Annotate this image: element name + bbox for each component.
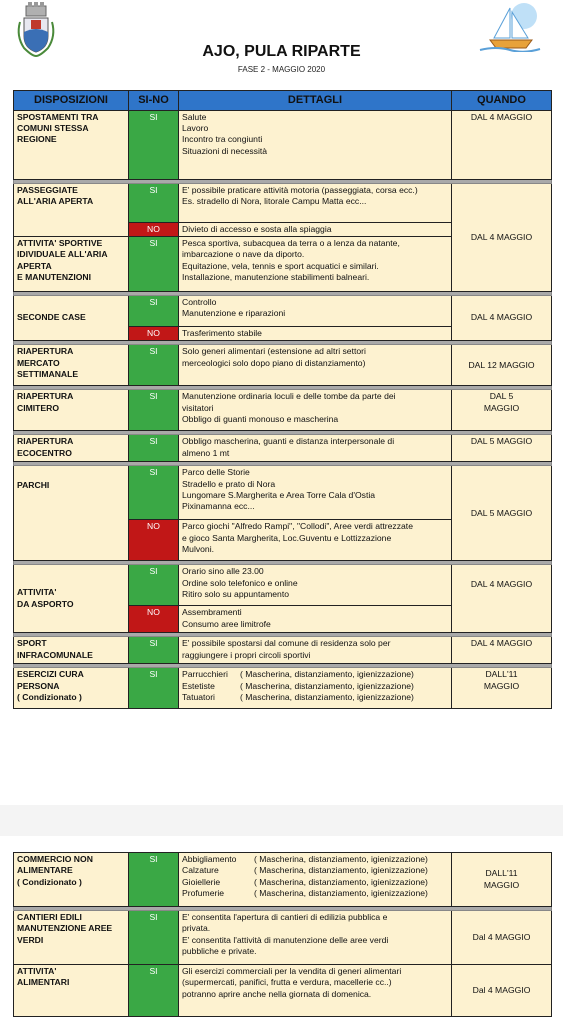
si-indicator: SI	[129, 565, 179, 606]
dettaglio-text: pubbliche e private.	[182, 946, 257, 957]
dettagli-cell	[179, 236, 452, 291]
quando-cell: DAL 4 MAGGIO	[452, 295, 552, 340]
quando-cell: Dal 4 MAGGIO	[452, 965, 552, 1017]
quando-cell	[452, 390, 552, 431]
dettaglio-text: Ritiro solo su appuntamento	[182, 588, 290, 599]
table-row-spostamenti	[14, 110, 552, 179]
dettaglio-text: Manutenzione e riparazioni	[182, 308, 286, 319]
dettaglio-text: Obbligo di guanti monouso e mascherina	[182, 413, 339, 424]
dettaglio-text: E' possibile praticare attività motoria (passeggiata, corsa ecc.)	[182, 184, 418, 195]
dettaglio-text: Lungomare S.Margherita e Area Torre Cala d'Ostia	[182, 489, 376, 500]
dettaglio-text	[182, 854, 448, 865]
disposizione-text: SPORT	[17, 638, 47, 649]
dettaglio-text: Salute	[182, 111, 207, 122]
business-type: Calzature	[182, 865, 219, 876]
disposizione-text: ( Condizionato )	[17, 876, 82, 887]
dettaglio-text: E' consentita l'attività di manutenzione delle aree verdi	[182, 934, 389, 945]
disposizione-text: PASSEGGIATE	[17, 184, 78, 195]
disposizione-cell	[14, 637, 129, 664]
quando-text: MAGGIO	[483, 680, 520, 691]
dettaglio-text: potranno aprire anche nella giornata di domenica.	[182, 988, 372, 999]
si-indicator: SI	[129, 110, 179, 179]
condition-note: ( Mascherina, distanziamento, igienizzazione)	[240, 669, 414, 680]
condition-note: ( Mascherina, distanziamento, igienizzazione)	[254, 854, 428, 864]
disposizione-text: SETTIMANALE	[17, 368, 79, 379]
dettaglio-text: Parco delle Storie	[182, 467, 250, 478]
dettagli-cell	[179, 183, 452, 222]
business-type: Profumerie	[182, 888, 225, 899]
disposizione-cell	[14, 236, 129, 291]
quando-cell: DAL 4 MAGGIO	[452, 110, 552, 179]
dettagli-cell	[179, 565, 452, 606]
column-header-si-no: SI-NO	[129, 91, 179, 111]
quando-cell: DAL 4 MAGGIO	[452, 183, 552, 291]
disposizione-text: MANUTENZIONE AREE	[17, 923, 113, 934]
dettagli-cell	[179, 637, 452, 664]
dettaglio-text: merceologici solo dopo piano di distanziamento)	[182, 357, 366, 368]
dettaglio-text: Pixinamanna ecc...	[182, 501, 255, 512]
dettaglio-text: privata.	[182, 923, 211, 934]
dettaglio-text	[182, 692, 448, 703]
table-row-cantieri	[14, 911, 552, 965]
condition-note: ( Mascherina, distanziamento, igienizzazione)	[240, 680, 414, 691]
dettagli-cell	[179, 345, 452, 386]
table-row-commercio	[14, 853, 552, 907]
column-header-quando: QUANDO	[452, 91, 552, 111]
document-page-2	[0, 836, 563, 1024]
si-indicator: SI	[129, 853, 179, 907]
ordinance-table	[13, 90, 552, 709]
dettagli-cell	[179, 853, 452, 907]
dettaglio-text: imbarcazione o nave da diporto.	[182, 249, 305, 260]
disposizione-text: SPOSTAMENTI TRA	[17, 111, 99, 122]
quando-cell: DAL 5 MAGGIO	[452, 466, 552, 561]
table-row-mercato	[14, 345, 552, 386]
disposizione-cell	[14, 965, 129, 1017]
no-indicator: NO	[129, 606, 179, 633]
disposizione-cell	[14, 110, 129, 179]
dettaglio-text: Parco giochi "Alfredo Rampi", "Collodi", Aree verdi attrezzate	[182, 521, 413, 532]
business-type: Tatuatori	[182, 691, 215, 702]
disposizione-text: REGIONE	[17, 134, 57, 145]
disposizione-text: RIAPERTURA	[17, 436, 74, 447]
dettagli-cell	[179, 110, 452, 179]
dettaglio-text: E' possibile spostarsi dal comune di residenza solo per	[182, 638, 391, 649]
disposizione-text: ALL'ARIA APERTA	[17, 195, 94, 206]
disposizione-text: ATTIVITA'	[17, 587, 57, 598]
page-subtitle: FASE 2 - MAGGIO 2020	[237, 65, 326, 74]
disposizione-text: ECOCENTRO	[17, 447, 72, 458]
disposizione-cell	[14, 435, 129, 462]
disposizione-text: DA ASPORTO	[17, 598, 74, 609]
disposizione-cell	[14, 911, 129, 965]
si-indicator: SI	[129, 466, 179, 520]
disposizione-text: RIAPERTURA	[17, 346, 74, 357]
disposizione-text: RIAPERTURA	[17, 391, 74, 402]
quando-text: MAGGIO	[483, 402, 520, 413]
dettaglio-text: Solo generi alimentari (estensione ad altri settori	[182, 346, 366, 357]
dettaglio-text: almeno 1 mt	[182, 447, 230, 458]
disposizione-cell: SECONDE CASE	[14, 295, 129, 340]
si-indicator: SI	[129, 236, 179, 291]
disposizione-text: IDIVIDUALE ALL'ARIA	[17, 249, 108, 260]
disposizione-text: VERDI	[17, 934, 44, 945]
condition-note: ( Mascherina, distanziamento, igienizzazione)	[240, 691, 414, 702]
dettaglio-text: Incontro tra congiunti	[182, 134, 263, 145]
si-indicator: SI	[129, 345, 179, 386]
dettaglio-text	[182, 888, 448, 899]
si-indicator: SI	[129, 390, 179, 431]
disposizione-text: ALIMENTARI	[17, 977, 70, 988]
dettaglio-text: Equitazione, vela, tennis e sport acquatici e similari.	[182, 260, 379, 271]
disposizione-text: E MANUTENZIONI	[17, 271, 91, 282]
column-header-dettagli: DETTAGLI	[179, 91, 452, 111]
si-indicator: SI	[129, 965, 179, 1017]
dettaglio-text: Mulvoni.	[182, 543, 214, 554]
disposizione-text: PERSONA	[17, 680, 60, 691]
dettagli-cell	[179, 965, 452, 1017]
dettaglio-text: Divieto di accesso e sosta alla spiaggia	[179, 222, 452, 236]
dettagli-cell	[179, 295, 452, 326]
dettaglio-text: Controllo	[182, 296, 217, 307]
dettaglio-text	[182, 877, 448, 888]
disposizione-text: ESERCIZI CURA	[17, 669, 84, 680]
dettaglio-text: Installazione, manutenzione stabilimenti balneari.	[182, 271, 370, 282]
quando-text: MAGGIO	[483, 879, 520, 890]
disposizione-text: ( Condizionato )	[17, 691, 82, 702]
dettagli-cell	[179, 466, 452, 520]
table-row-ecocentro	[14, 435, 552, 462]
dettaglio-text	[182, 681, 448, 692]
quando-text: DALL'11	[485, 669, 518, 680]
dettaglio-text: E' consentita l'apertura di cantieri di edilizia pubblica e	[182, 912, 388, 922]
business-type: Parrucchieri	[182, 669, 228, 680]
disposizione-cell	[14, 183, 129, 236]
business-type: Gioiellerie	[182, 876, 221, 887]
dettaglio-text: Es. stradello di Nora, litorale Campu Matta ecc...	[182, 195, 367, 206]
quando-cell: DAL 4 MAGGIO	[452, 565, 552, 633]
quando-text: DALL'11	[485, 868, 518, 879]
dettaglio-text	[182, 865, 448, 876]
disposizione-text: CIMITERO	[17, 402, 60, 413]
table-row-cura-persona	[14, 668, 552, 709]
disposizione-text: MERCATO	[17, 357, 60, 368]
dettaglio-text: Ordine solo telefonico e online	[182, 577, 298, 588]
disposizione-cell	[14, 390, 129, 431]
quando-cell: DAL 4 MAGGIO	[452, 637, 552, 664]
quando-text: DAL 5	[489, 391, 514, 402]
disposizione-cell: PARCHI	[14, 466, 129, 561]
dettagli-cell	[179, 606, 452, 633]
dettagli-cell	[179, 435, 452, 462]
business-type: Abbigliamento	[182, 854, 237, 864]
dettaglio-text: visitatori	[182, 402, 214, 413]
disposizione-cell	[14, 345, 129, 386]
quando-cell	[452, 853, 552, 907]
dettaglio-text: Trasferimento stabile	[179, 326, 452, 340]
table-row-parchi	[14, 466, 552, 520]
dettaglio-text: (supermercati, panifici, frutta e verdura, macellerie cc..)	[182, 977, 392, 988]
dettagli-cell	[179, 668, 452, 709]
disposizione-text: ATTIVITA' SPORTIVE	[17, 237, 103, 248]
table-row-seconde-case	[14, 295, 552, 326]
quando-cell	[452, 668, 552, 709]
disposizione-text: ALIMENTARE	[17, 865, 73, 876]
dettaglio-text: Situazioni di necessità	[182, 145, 268, 156]
condition-note: ( Mascherina, distanziamento, igienizzazione)	[254, 876, 428, 887]
dettagli-cell	[179, 390, 452, 431]
condition-note: ( Mascherina, distanziamento, igienizzazione)	[254, 865, 428, 876]
si-indicator: SI	[129, 295, 179, 326]
no-indicator: NO	[129, 326, 179, 340]
quando-cell: DAL 12 MAGGIO	[452, 345, 552, 386]
quando-cell: DAL 5 MAGGIO	[452, 435, 552, 462]
table-row-alimentari	[14, 965, 552, 1017]
disposizione-text: ATTIVITA'	[17, 966, 57, 976]
disposizione-text: CANTIERI EDILI	[17, 912, 82, 922]
business-type: Estetiste	[182, 680, 215, 691]
dettaglio-text: Assembramenti	[182, 607, 242, 618]
dettagli-cell	[179, 520, 452, 561]
ordinance-table-continued	[13, 852, 552, 1017]
dettaglio-text: Obbligo mascherina, guanti e distanza interpersonale di	[182, 436, 395, 447]
dettaglio-text: Lavoro	[182, 122, 209, 133]
dettaglio-text: Orario sino alle 23.00	[182, 566, 264, 577]
no-indicator: NO	[129, 520, 179, 561]
table-row-asporto	[14, 565, 552, 606]
si-indicator: SI	[129, 435, 179, 462]
dettaglio-text: Gli esercizi commerciali per la vendita di generi alimentari	[182, 966, 402, 976]
disposizione-text: COMMERCIO NON	[17, 854, 93, 864]
disposizione-cell	[14, 565, 129, 633]
disposizione-text: COMUNI STESSA	[17, 122, 89, 133]
disposizione-cell	[14, 853, 129, 907]
dettaglio-text: Stradello e prato di Nora	[182, 478, 276, 489]
disposizione-cell	[14, 668, 129, 709]
dettaglio-text: Pesca sportiva, subacquea da terra o a lenza da natante,	[182, 237, 400, 248]
dettaglio-text	[182, 669, 448, 680]
no-indicator: NO	[129, 222, 179, 236]
dettaglio-text: e gioco Santa Margherita, Loc.Guventu e Lottizzazione	[182, 532, 392, 543]
si-indicator: SI	[129, 637, 179, 664]
si-indicator: SI	[129, 911, 179, 965]
dettagli-cell	[179, 911, 452, 965]
disposizione-text: INFRACOMUNALE	[17, 649, 93, 660]
dettaglio-text: Manutenzione ordinaria loculi e delle tombe da parte dei	[182, 391, 396, 402]
si-indicator: SI	[129, 668, 179, 709]
table-row-cimitero	[14, 390, 552, 431]
dettaglio-text: raggiungere i propri circoli sportivi	[182, 649, 311, 660]
column-header-disposizioni: DISPOSIZIONI	[14, 91, 129, 111]
condition-note: ( Mascherina, distanziamento, igienizzazione)	[254, 888, 428, 899]
table-row-sport-infracomunale	[14, 637, 552, 664]
quando-cell: Dal 4 MAGGIO	[452, 911, 552, 965]
dettaglio-text: Consumo aree limitrofe	[182, 618, 271, 629]
si-indicator: SI	[129, 183, 179, 222]
table-row-passeggiate	[14, 183, 552, 222]
disposizione-text: APERTA	[17, 260, 52, 271]
page-title: AJO, PULA RIPARTE	[202, 43, 361, 60]
